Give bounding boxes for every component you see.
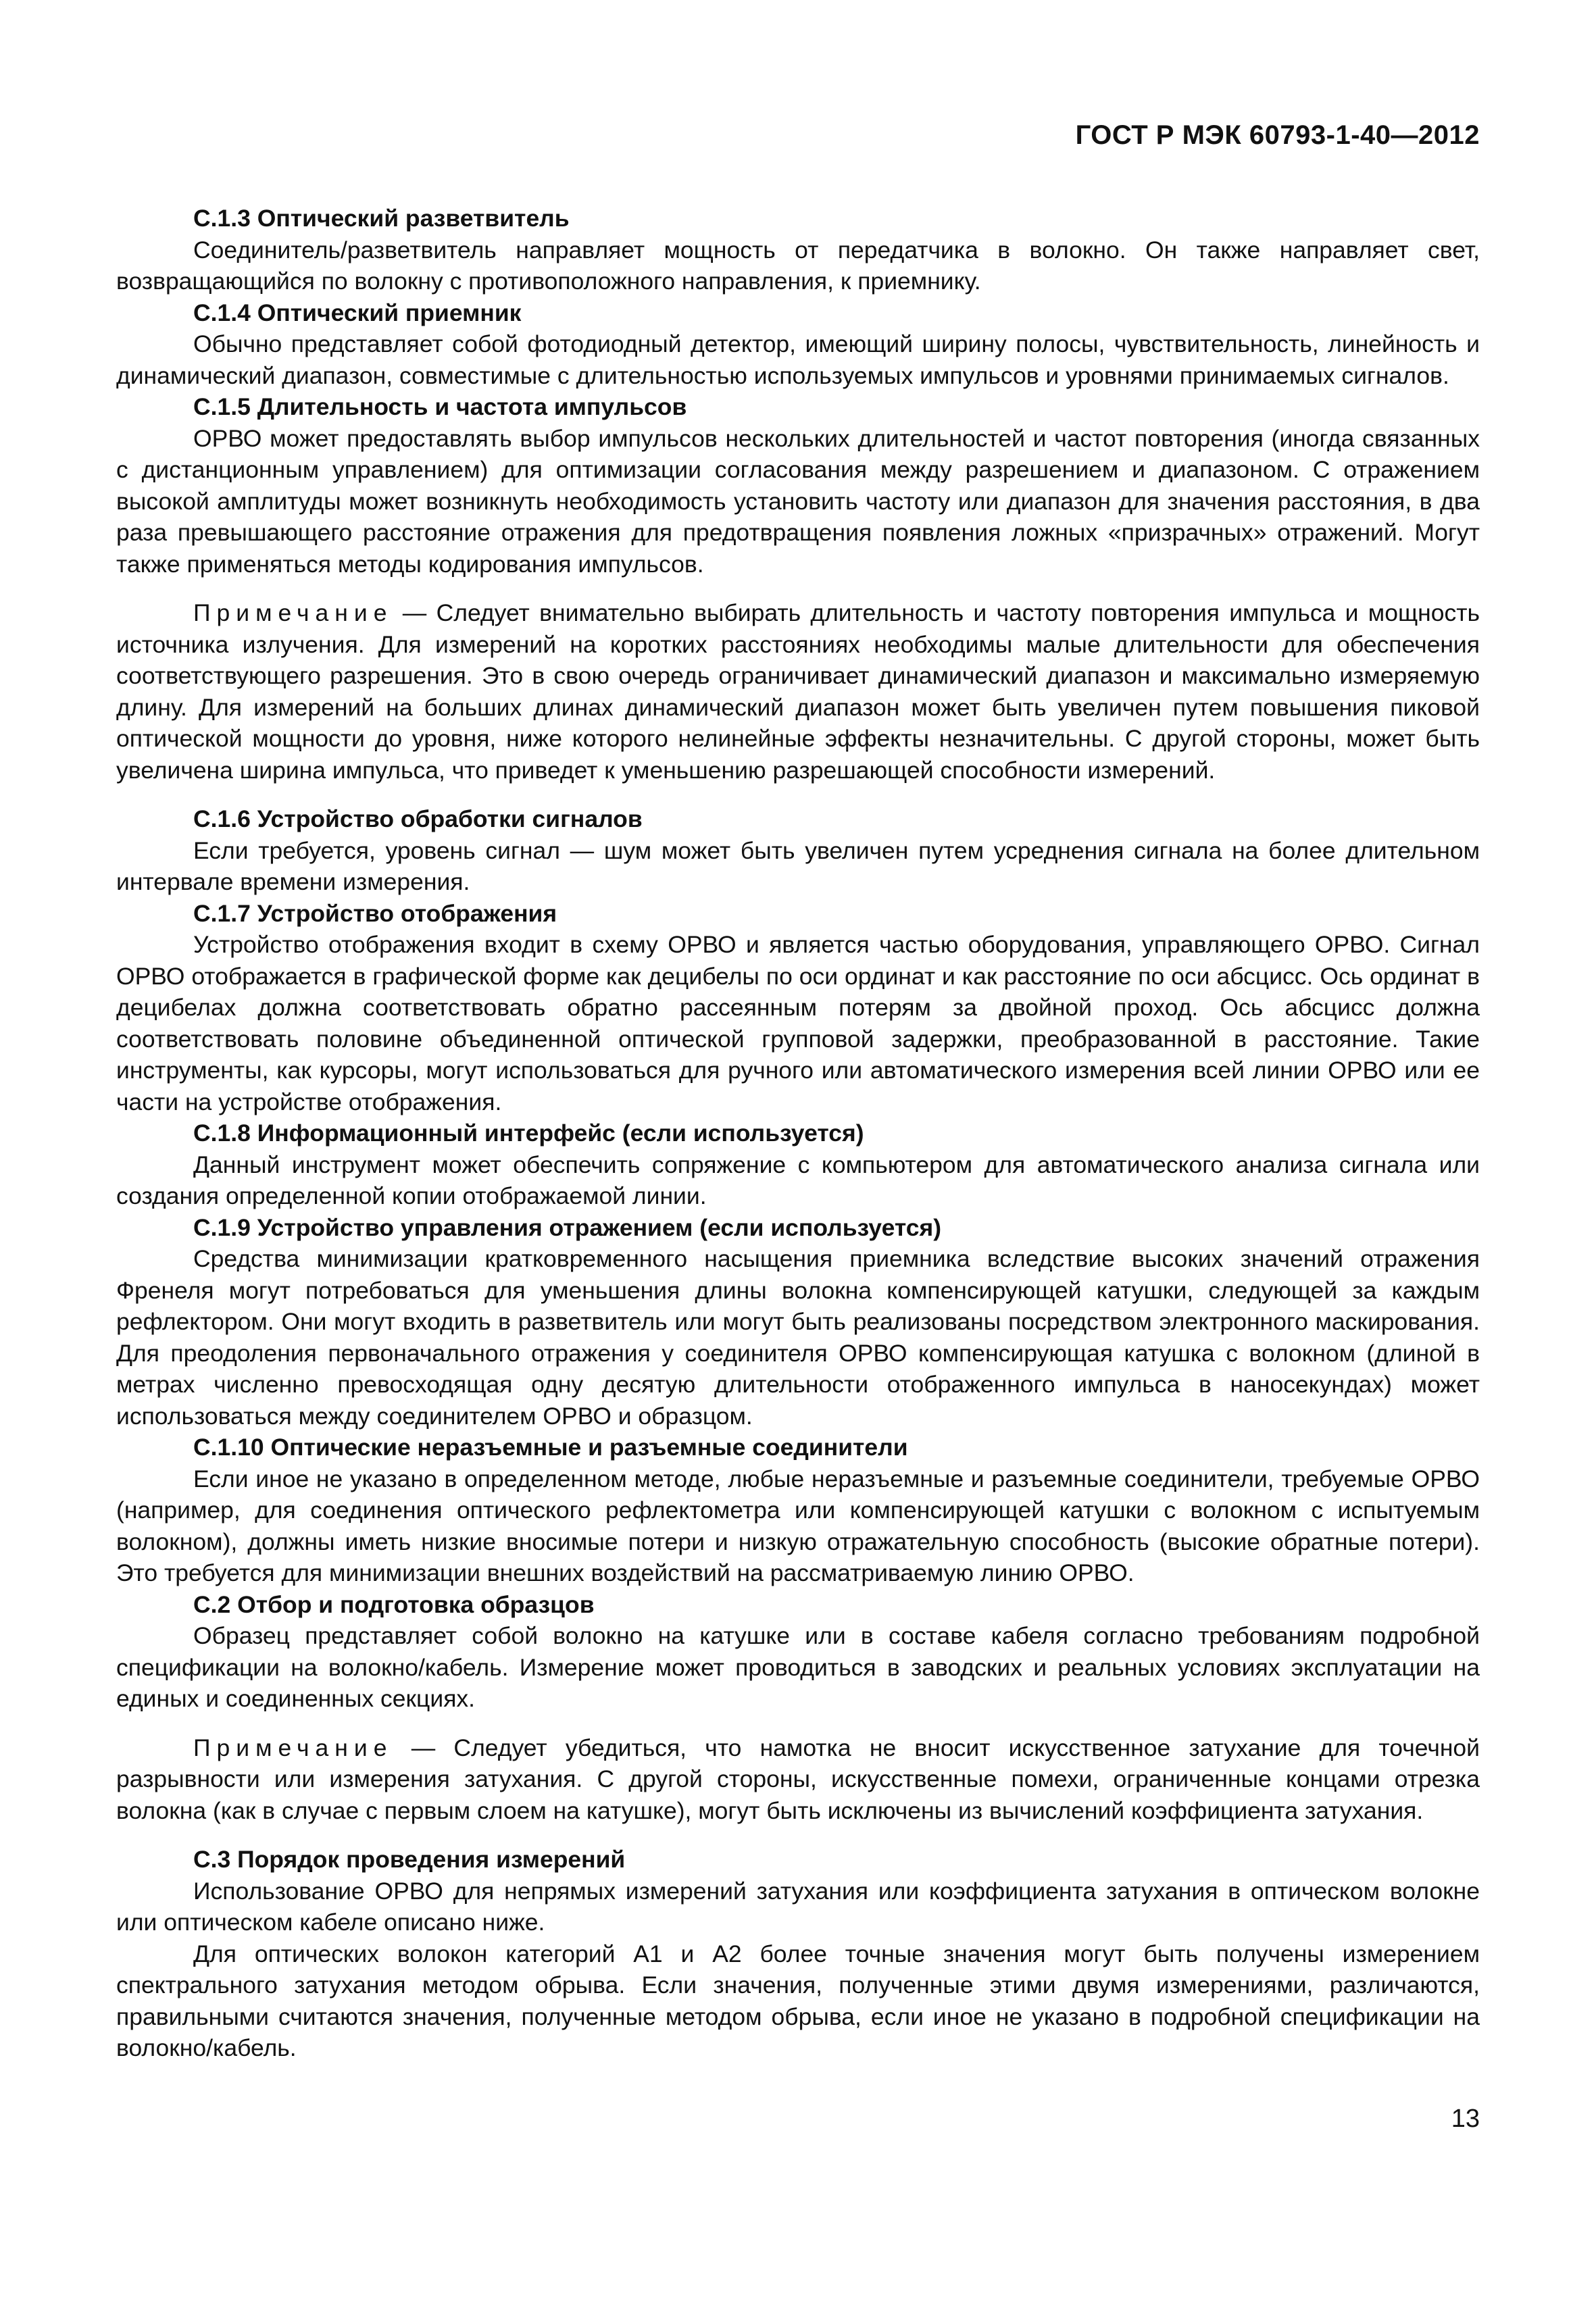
section-heading: С.1.10 Оптические неразъемные и разъемные соединители: [193, 1434, 908, 1461]
section-heading: С.1.3 Оптический разветвитель: [193, 205, 570, 232]
note-paragraph: [116, 597, 1480, 786]
note-label: Примечание: [193, 599, 393, 626]
section-c13: [116, 203, 1480, 297]
section-paragraph: Средства минимизации кратковременного насыщения приемника вследствие высоких значений отражения Френеля могут потребоваться для уменьшения длины волокна компенсирующей катушки, следующей за каждым рефлектором. Они могут входить в разветвитель или могут быть реализованы посредством электронного маскирования. Для преодоления первоначального отражения у соединителя ОРВО компенсирующая катушка с волокном (длиной в метрах численно превосходящая одну десятую длительности отображенного импульса в наносекундах) может использоваться между соединителем ОРВО и образцом.: [116, 1245, 1480, 1430]
section-heading: С.3 Порядок проведения измерений: [193, 1846, 626, 1873]
document-body: [116, 203, 1480, 2064]
section-heading: С.1.6 Устройство обработки сигналов: [193, 805, 643, 832]
note-paragraph: [116, 1732, 1480, 1827]
section-paragraph: Обычно представляет собой фотодиодный детектор, имеющий ширину полосы, чувствительность, линейность и динамический диапазон, совместимые с длительностью используемых импульсов и уровнями принимаемых сигналов.: [116, 330, 1480, 389]
section-c19: [116, 1212, 1480, 1432]
section-c18: [116, 1117, 1480, 1212]
section-heading: С.1.8 Информационный интерфейс (если используется): [193, 1120, 864, 1147]
section-c3: [116, 1844, 1480, 2064]
section-heading: С.1.4 Оптический приемник: [193, 299, 522, 326]
section-c16: [116, 803, 1480, 898]
section-paragraph: Если требуется, уровень сигнал — шум может быть увеличен путем усреднения сигнала на более длительном интервале времени измерения.: [116, 836, 1480, 895]
section-heading: С.2 Отбор и подготовка образцов: [193, 1590, 595, 1618]
section-paragraph: Устройство отображения входит в схему ОРВО и является частью оборудования, управляющего ОРВО. Сигнал ОРВО отображается в графической форме как децибелы по оси ординат и как расстояние по оси абсцисс. Ось ординат в децибелах должна соответствовать обратно рассеянным потерям за двойной проход. Ось абсцисс должна соответствовать половине объединенной оптической групповой задержки, преобразованной в расстояние. Такие инструменты, как курсоры, могут использоваться для ручного или автоматического измерения всей линии ОРВО или ее части на устройстве отображения.: [116, 931, 1480, 1115]
section-paragraph: Соединитель/разветвитель направляет мощность от передатчика в волокно. Он также направляет свет, возвращающийся по волокну с противоположного направления, к приемнику.: [116, 236, 1480, 295]
section-paragraph: Данный инструмент может обеспечить сопряжение с компьютером для автоматического анализа сигнала или создания определенной копии отображаемой линии.: [116, 1151, 1480, 1209]
section-c110: [116, 1432, 1480, 1589]
section-c2: [116, 1589, 1480, 1715]
section-paragraph: Образец представляет собой волокно на катушке или в составе кабеля согласно требованиям подробной спецификации на волокно/кабель. Измерение может проводиться в заводских и реальных условиях эксплуатации на единых и соединенных секциях.: [116, 1622, 1480, 1712]
note-text: — Следует убедиться, что намотка не вносит искусственное затухание для точечной разрывности или измерения затухания. С другой стороны, искусственные помехи, ограниченные концами отрезка волокна (как в случае с первым слоем на катушке), могут быть исключены из вычислений коэффициента затухания.: [116, 1734, 1480, 1824]
section-heading: С.1.5 Длительность и частота импульсов: [193, 393, 687, 420]
section-paragraph: Использование ОРВО для непрямых измерений затухания или коэффициента затухания в оптическом волокне или оптическом кабеле описано ниже.: [116, 1877, 1480, 1936]
section-c14: [116, 297, 1480, 392]
section-paragraph: Для оптических волокон категорий А1 и А2 более точные значения могут быть получены измерением спектрального затухания методом обрыва. Если значения, полученные этими двумя измерениями, различаются, правильными считаются значения, полученные методом обрыва, если иное не указано в подробной спецификации на волокно/кабель.: [116, 1940, 1480, 2061]
section-heading: С.1.9 Устройство управления отражением (если используется): [193, 1213, 942, 1241]
section-heading: С.1.7 Устройство отображения: [193, 899, 557, 927]
note-label: Примечание: [193, 1734, 393, 1761]
section-paragraph: Если иное не указано в определенном методе, любые неразъемные и разъемные соединители, требуемые ОРВО (например, для соединения оптического рефлектометра или компенсирующей катушки с волокном с испытуемым волокном), должны иметь низкие вносимые потери и низкую отражательную способность (высокие обратные потери). Это требуется для минимизации внешних воздействий на рассматриваемую линию ОРВО.: [116, 1465, 1480, 1586]
note-text: — Следует внимательно выбирать длительность и частоту повторения импульса и мощность источника излучения. Для измерений на коротких расстояниях необходимы малые длительности для обеспечения соответствующего разрешения. Это в свою очередь ограничивает динамический диапазон и максимально измеряемую длину. Для измерений на больших длинах динамический диапазон может быть увеличен путем повышения пиковой оптической мощности до уровня, ниже которого нелинейные эффекты незначительны. С другой стороны, может быть увеличена ширина импульса, что приведет к уменьшению разрешающей способности измерений.: [116, 599, 1480, 784]
page-number: 13: [1451, 2105, 1480, 2133]
section-c17: [116, 898, 1480, 1118]
document-standard-id: ГОСТ Р МЭК 60793-1-40—2012: [1075, 120, 1480, 150]
section-paragraph: ОРВО может предоставлять выбор импульсов нескольких длительностей и частот повторения (иногда связанных с дистанционным управлением) для оптимизации согласования между разрешением и диапазоном. С отражением высокой амплитуды может возникнуть необходимость установить частоту или диапазон для значения расстояния, в два раза превышающего расстояние отражения для предотвращения появления ложных «призрачных» отражений. Могут также применяться методы кодирования импульсов.: [116, 424, 1480, 578]
section-c15: [116, 391, 1480, 580]
